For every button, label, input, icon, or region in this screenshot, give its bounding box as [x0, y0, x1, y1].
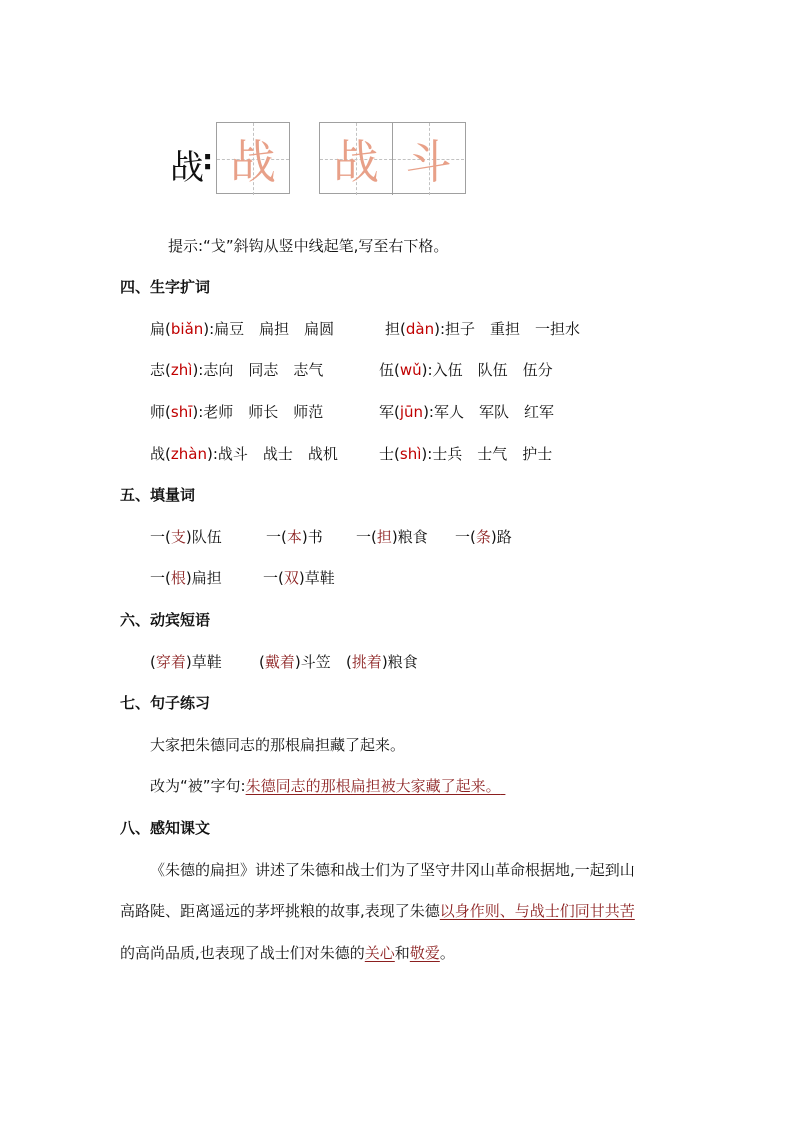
transform-answer: 朱德同志的那根扁担被大家藏了起来。: [245, 777, 501, 795]
grid-cell: [320, 123, 392, 195]
answer-blank: 敬爱: [409, 944, 440, 962]
grid-cell: [392, 123, 464, 195]
grid-char: 战: [333, 135, 379, 189]
phrase-item: (戴着)斗笠: [259, 653, 331, 671]
practice-character: 战: [170, 148, 204, 188]
measure-word-item: 一(担)粮食: [356, 528, 428, 546]
writing-grid-double: [319, 122, 466, 194]
phrase-item: (穿着)草鞋: [150, 653, 222, 671]
measure-word-item: 一(条)路: [455, 528, 512, 546]
transform-sentence: [150, 775, 505, 796]
section-heading-6: 六、动宾短语: [120, 611, 211, 629]
word-entry: 军(jūn):军人 军队 红军: [379, 403, 554, 421]
word-entry: 士(shì):士兵 士气 护士: [379, 445, 553, 463]
measure-word-item: 一(本)书: [266, 528, 323, 546]
section-heading-8: 八、感知课文: [120, 819, 211, 837]
passage-line: 高路陡、距离遥远的茅坪挑粮的故事,表现了朱德以身作则、与战士们同甘共苦: [120, 902, 635, 920]
original-sentence: 大家把朱德同志的那根扁担藏了起来。: [150, 736, 406, 754]
word-entry: 担(dàn):担子 重担 一担水: [385, 320, 581, 338]
measure-word-item: 一(支)队伍: [150, 528, 222, 546]
measure-word-item: 一(根)扁担: [150, 569, 222, 587]
stroke-hint: 提示:“戈”斜钩从竖中线起笔,写至右下格。: [168, 237, 449, 255]
transform-prompt: 改为“被”字句:: [150, 777, 246, 795]
grid-char: 斗: [405, 135, 452, 189]
word-entry: 伍(wǔ):入伍 队伍 伍分: [379, 361, 553, 379]
section-heading-4: 四、生字扩词: [120, 278, 211, 296]
passage-line: 的高尚品质,也表现了战士们对朱德的关心和敬爱。: [120, 944, 455, 962]
grid-char: 战: [230, 135, 276, 189]
answer-blank: 以身作则、与战士们同甘共苦: [439, 902, 635, 920]
answer-blank: 关心: [364, 944, 395, 962]
section-heading-5: 五、填量词: [120, 486, 196, 504]
practice-colon: :: [202, 143, 214, 176]
grid-cell: [217, 123, 289, 195]
passage-line: 《朱德的扁担》讲述了朱德和战士们为了坚守井冈山革命根据地,一起到山: [150, 861, 635, 879]
writing-grid-single: [216, 122, 290, 194]
word-entry: 师(shī):老师 师长 师范: [150, 403, 324, 421]
phrase-item: (挑着)粮食: [346, 653, 418, 671]
word-entry: 战(zhàn):战斗 战士 战机: [150, 445, 338, 463]
word-entry: 志(zhì):志向 同志 志气: [150, 361, 324, 379]
section-heading-7: 七、句子练习: [120, 694, 211, 712]
measure-word-item: 一(双)草鞋: [263, 569, 335, 587]
word-entry: 扁(biǎn):扁豆 扁担 扁圆: [150, 320, 335, 338]
